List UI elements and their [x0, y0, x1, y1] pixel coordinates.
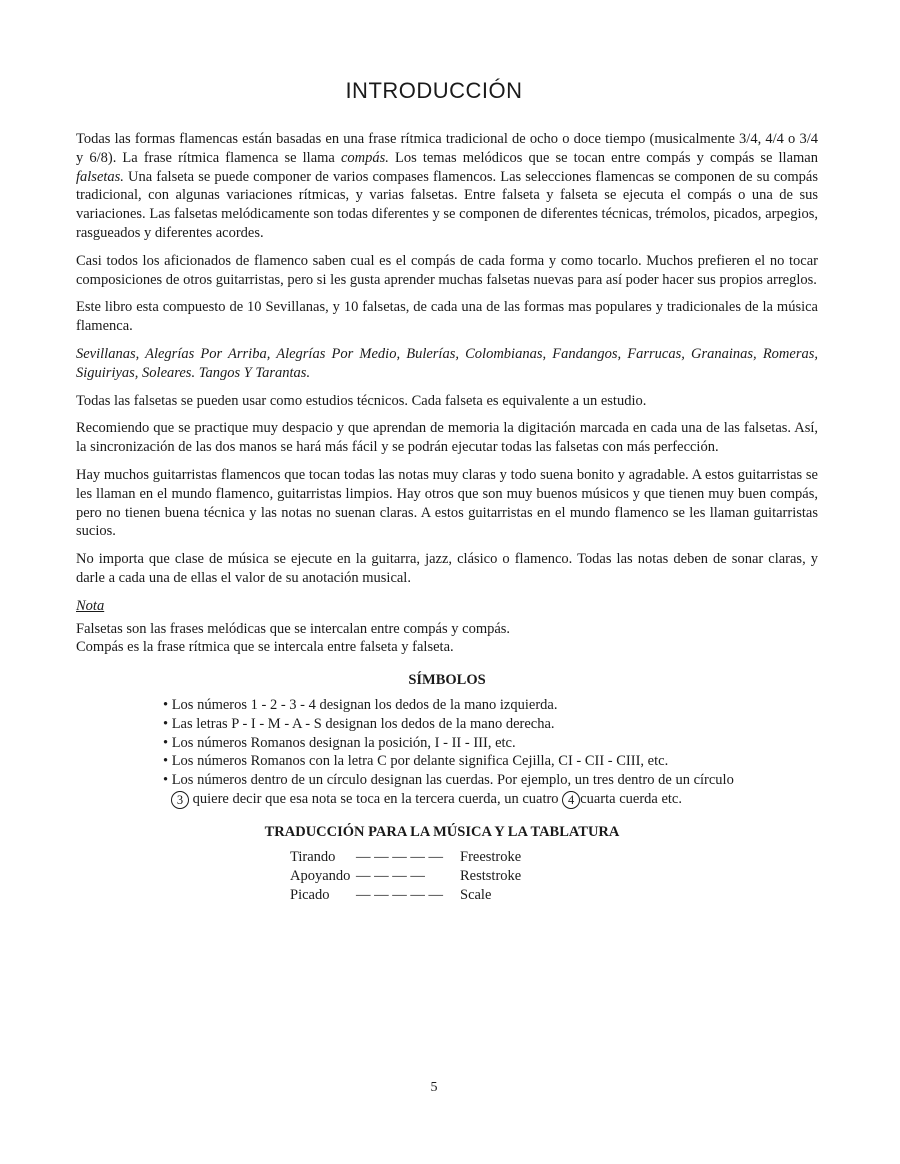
term-english: Reststroke — [460, 867, 522, 884]
paragraph-1-text-b: Los temas melódicos que se tocan entre compás y compás se llaman — [388, 149, 818, 166]
simbolo-item: • Las letras P - I - M - A - S designan los dedos de la mano derecha. — [163, 715, 555, 732]
paragraph-1-text-c: Una falseta se puede componer de varios compases flamencos. Las selecciones flamencas se componen de su compás tradicional, con algunas variaciones rítmicas, y varias falsetas. Entre falseta y falseta se ejecuta el compás o una de sus variaciones. Las falsetas melódicamente son todas diferentes y se componen de diferentes técnicas, trémolos, picados, arpegios, rasgueados y diferentes acordes. — [76, 168, 818, 241]
nota-line-2: Compás es la frase rítmica que se intercala entre falseta y falseta. — [76, 639, 454, 656]
circled-three-icon: 3 — [171, 791, 189, 809]
simbolo-item-continuation — [163, 790, 823, 809]
traduccion-table — [290, 848, 818, 905]
simbolo-item: • Los números 1 - 2 - 3 - 4 designan los dedos de la mano izquierda. — [163, 696, 558, 713]
paragraph-6: Recomiendo que se practique muy despacio y que aprendan de memoria la digitación marcada en cada una de las falsetas. Así, la sincronización de las dos manos se hará más fácil y se podrán ejecutar todas las falsetas con más perfección. — [76, 420, 818, 456]
continuation-text-b: cuarta cuerda etc. — [580, 790, 682, 807]
paragraph-1-emphasis-falsetas: falsetas. — [76, 168, 124, 185]
simbolos-list — [163, 696, 823, 809]
paragraph-forms-list — [76, 345, 818, 383]
nota-line-1: Falsetas son las frases melódicas que se intercalan entre compás y compás. — [76, 620, 511, 637]
term-dashes: — — — — — — [356, 848, 443, 865]
paragraph-2: Casi todos los aficionados de flamenco saben cual es el compás de cada forma y como tocarlo. Muchos prefieren el no tocar composiciones de otros guitarristas, pero si les gusta aprender muchas falsetas nuevas para así poder hacer sus propios arreglos. — [76, 252, 818, 288]
paragraph-1-emphasis-compas: compás. — [340, 149, 389, 166]
term-dashes: — — — — — [356, 867, 425, 884]
continuation-text-a: quiere decir que esa nota se toca en la tercera cuerda, un cuatro — [192, 790, 559, 807]
simbolo-item: • Los números Romanos con la letra C por delante significa Cejilla, CI - CII - CIII, etc. — [163, 753, 669, 770]
simbolo-item: • Los números Romanos designan la posición, I - II - III, etc. — [163, 734, 516, 751]
paragraph-5: Todas las falsetas se pueden usar como estudios técnicos. Cada falseta es equivalente a un estudio. — [76, 392, 647, 409]
traduccion-row — [290, 886, 818, 905]
traduccion-row — [290, 848, 818, 867]
simbolos-heading: SÍMBOLOS — [408, 672, 486, 689]
nota-body — [76, 620, 818, 658]
traduccion-row — [290, 867, 818, 886]
page-title: INTRODUCCIÓN — [345, 78, 523, 103]
traduccion-heading: TRADUCCIÓN PARA LA MÚSICA Y LA TABLATURA — [264, 823, 620, 840]
paragraph-1-text-a: Todas las formas flamencas están basadas en una frase rítmica tradicional de ocho o doce tiempo (musicalmente 3/4, 4/4 o 3/4 y 6/8). La frase rítmica flamenca se llama — [76, 131, 818, 166]
term-english: Scale — [460, 886, 492, 903]
page-body — [76, 130, 818, 905]
nota-label: Nota — [76, 597, 105, 614]
paragraph-8: No importa que clase de música se ejecute en la guitarra, jazz, clásico o flamenco. Todas las notas deben de sonar claras, y darle a cada una de ellas el valor de su anotación musical. — [76, 551, 818, 586]
paragraph-1 — [76, 130, 818, 243]
simbolo-item: • Los números dentro de un círculo designan las cuerdas. Por ejemplo, un tres dentro de un círculo — [163, 772, 734, 789]
paragraph-7: Hay muchos guitarristas flamencos que tocan todas las notas muy claras y todo suena bonito y agradable. A estos guitarristas se les llaman en el mundo flamenco, guitarristas limpios. Hay otros que son muy buenos músicos y que tienen muy buen compás, pero no tienen buena técnica y las notas no suenan claras. A estos guitarristas en el mundo flamenco se les llaman guitarristas sucios. — [76, 466, 818, 540]
page-number: 5 — [430, 1080, 438, 1095]
circled-four-icon: 4 — [562, 791, 580, 809]
forms-list-text: Sevillanas, Alegrías Por Arriba, Alegrías Por Medio, Bulerías, Colombianas, Fandangos, Farrucas, Granainas, Romeras, Siguiriyas, Soleares. Tangos Y Tarantas. — [76, 345, 818, 381]
term-english: Freestroke — [460, 848, 522, 865]
term-spanish: Apoyando — [290, 867, 351, 884]
paragraph-3: Este libro esta compuesto de 10 Sevillanas, y 10 falsetas, de cada una de las formas mas populares y tradicionales de la música flamenca. — [76, 299, 818, 335]
term-dashes: — — — — — — [356, 886, 443, 903]
term-spanish: Picado — [290, 886, 330, 903]
term-spanish: Tirando — [290, 848, 336, 865]
nota-heading — [76, 597, 818, 616]
